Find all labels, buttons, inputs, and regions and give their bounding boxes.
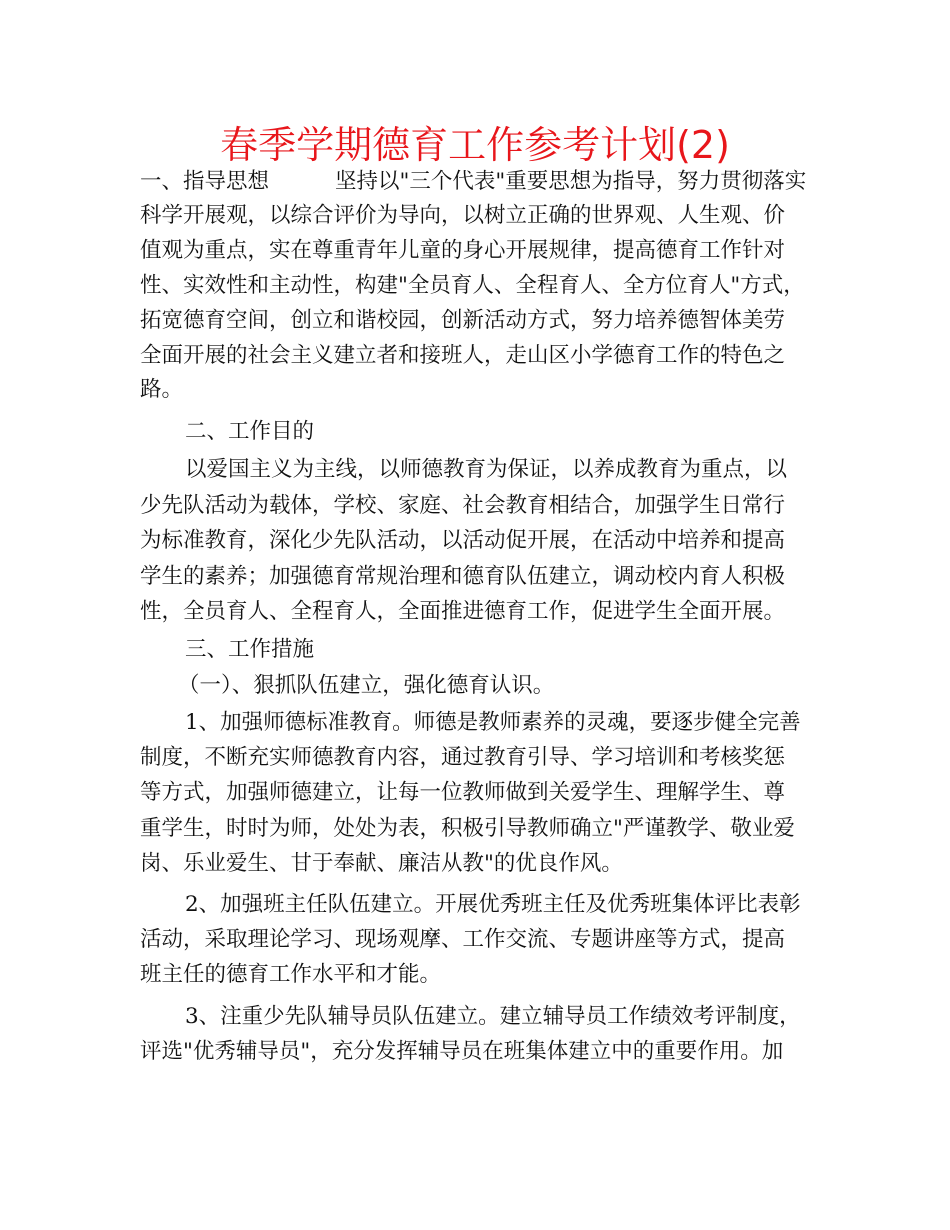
paragraph-line: 班主任的德育工作水平和才能。 — [140, 962, 442, 987]
paragraph-line: 科学开展观，以综合评价为导向，以树立正确的世界观、人生观、价 — [140, 203, 786, 228]
section-heading-guiding-ideology: 一、指导思想 — [140, 169, 270, 194]
paragraph-line: 少先队活动为载体，学校、家庭、社会教育相结合，加强学生日常行 — [140, 493, 786, 518]
paragraph-line: 以爱国主义为主线，以师德教育为保证，以养成教育为重点，以 — [185, 457, 788, 482]
paragraph-line: 学生的素养；加强德育常规治理和德育队伍建立，调动校内育人积极 — [140, 564, 786, 589]
paragraph-line: 制度，不断充实师德教育内容，通过教育引导、学习培训和考核奖惩 — [140, 745, 786, 770]
paragraph-line: 活动，采取理论学习、现场观摩、工作交流、专题讲座等方式，提高 — [140, 927, 786, 952]
paragraph-line: 评选"优秀辅导员"，充分发挥辅导员在班集体建立中的重要作用。加 — [140, 1039, 784, 1064]
paragraph-line: 全面开展的社会主义建立者和接班人，走山区小学德育工作的特色之 — [140, 343, 786, 368]
paragraph-line: 路。 — [140, 377, 184, 402]
paragraph-line — [140, 165, 820, 199]
paragraph-line: 性、实效性和主动性，构建"全员育人、全程育人、全方位育人"方式， — [140, 273, 805, 298]
paragraph-line: 重学生，时时为师，处处为表，积极引导教师确立"严谨教学、敬业爱 — [140, 816, 795, 841]
paragraph-line: 为标准教育，深化少先队活动，以活动促开展，在活动中培养和提高 — [140, 528, 786, 553]
paragraph-line: 岗、乐业爱生、甘于奉献、廉洁从教"的优良作风。 — [140, 851, 623, 876]
document-title: 春季学期德育工作参考计划(2) — [220, 123, 730, 167]
paragraph-line: 2、加强班主任队伍建立。开展优秀班主任及优秀班集体评比表彰 — [185, 892, 801, 917]
paragraph-line: 3、注重少先队辅导员队伍建立。建立辅导员工作绩效考评制度， — [185, 1004, 801, 1029]
paragraph-line: 性，全员育人、全程育人，全面推进德育工作，促进学生全面开展。 — [140, 599, 786, 624]
paragraph-line: 值观为重点，实在尊重青年儿童的身心开展规律，提高德育工作针对 — [140, 238, 786, 263]
subsection-heading: （一）、狠抓队伍建立，强化德育认识。 — [178, 673, 555, 698]
paragraph-line: 拓宽德育空间，创立和谐校园，创新活动方式，努力培养德智体美劳 — [140, 308, 786, 333]
paragraph-line: 1、加强师德标准教育。师德是教师素养的灵魂，要逐步健全完善 — [185, 710, 801, 735]
paragraph-text: 坚持以"三个代表"重要思想为指导，努力贯彻落实 — [335, 169, 807, 194]
section-heading-work-measures: 三、工作措施 — [185, 637, 315, 662]
paragraph-line: 等方式，加强师德建立，让每一位教师做到关爱学生、理解学生、尊 — [140, 780, 786, 805]
section-heading-work-objective: 二、工作目的 — [185, 419, 315, 444]
